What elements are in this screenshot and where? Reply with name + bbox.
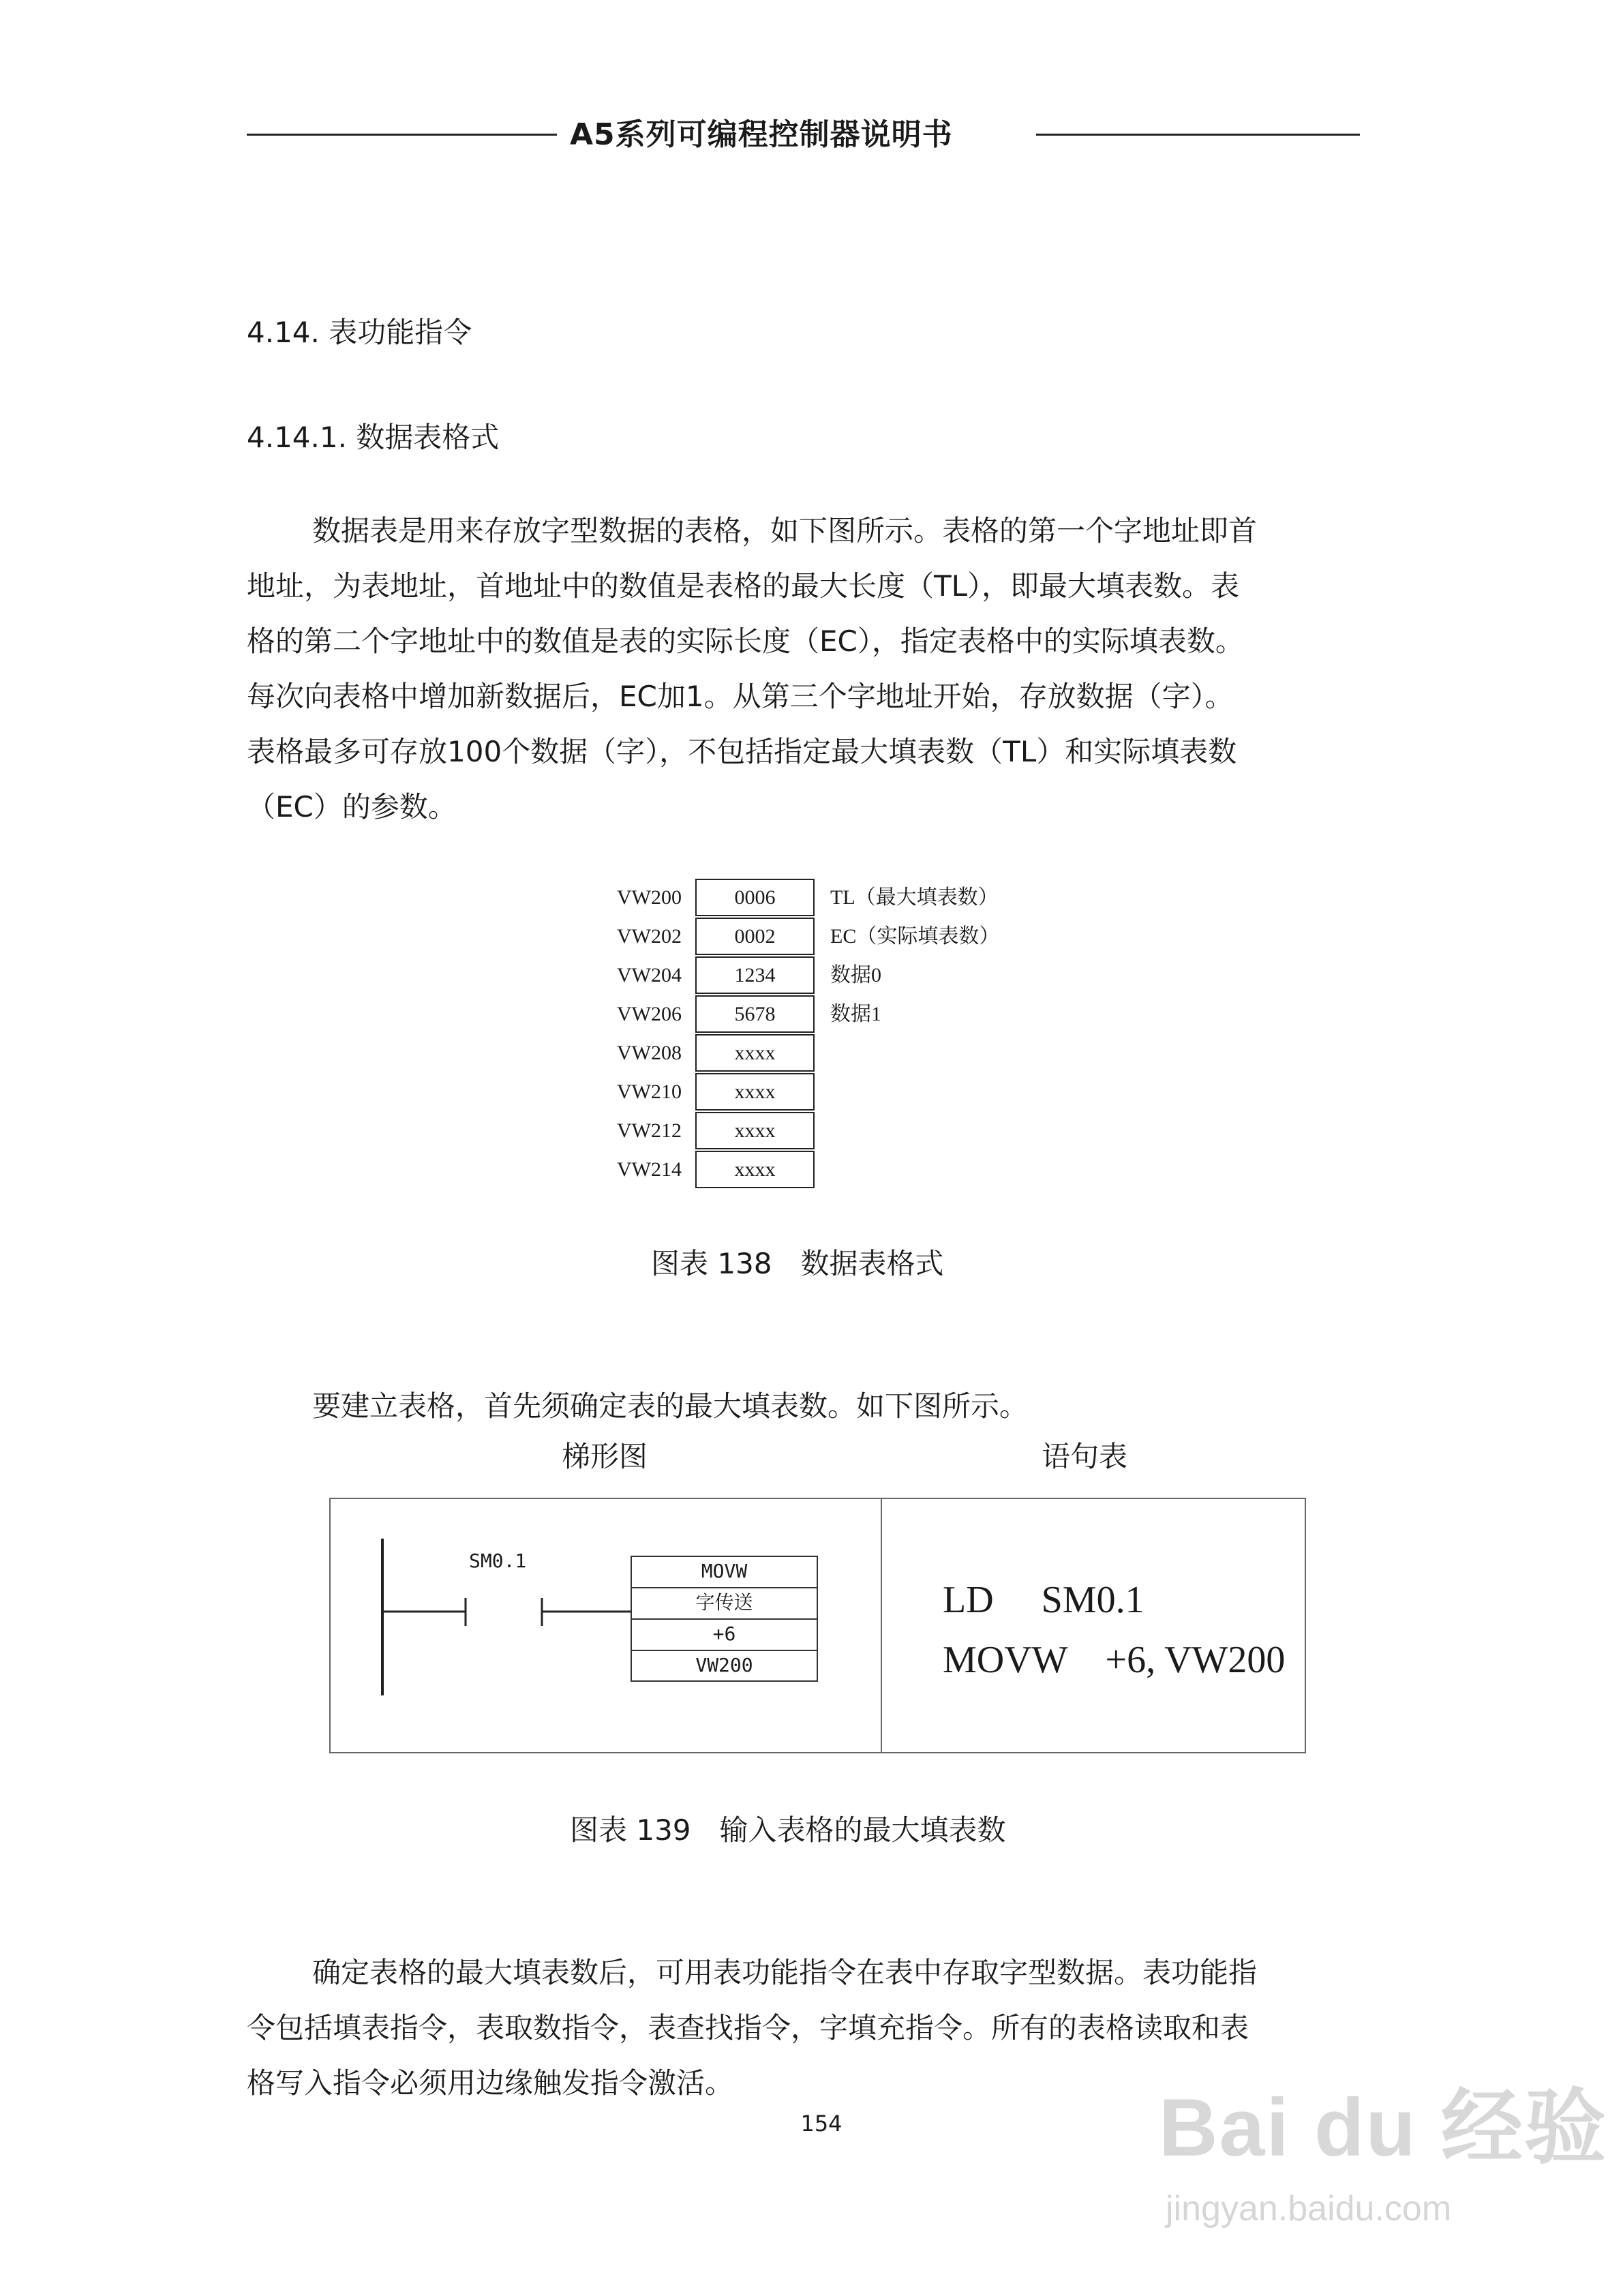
paragraph-line: （EC）的参数。 [247,790,457,824]
table-value-cell: 5678 [695,995,815,1033]
table-value-cell: xxxx [695,1034,815,1072]
baidu-watermark-url: jingyan.baidu.com [1166,2189,1452,2229]
baidu-watermark-logo: Bai du 经验 [1159,2082,1608,2173]
table-address: VW206 [617,1003,682,1025]
table-value-cell: xxxx [695,1112,815,1149]
subsection-heading: 4.14.1. 数据表格式 [247,421,500,454]
paragraph-line: 格的第二个字地址中的数值是表的实际长度（EC），指定表格中的实际填表数。 [247,624,1244,658]
header-rule-right [1036,134,1360,136]
stl-line: MOVW +6, VW200 [943,1639,1286,1681]
table-note: TL（最大填表数） [830,886,999,909]
table-value-cell: 0002 [695,918,815,955]
table-value-cell: xxxx [695,1151,815,1188]
box-description: 字传送 [695,1591,753,1614]
table-address: VW214 [617,1158,682,1181]
paragraph-line: 要建立表格，首先须确定表的最大填表数。如下图所示。 [312,1389,1029,1423]
table-divider [881,1498,882,1753]
paragraph-line: 格写入指令必须用边缘触发指令激活。 [247,2066,734,2100]
page-number: 154 [800,2111,843,2136]
table-value-cell: 0006 [695,879,815,916]
paragraph-line: 表格最多可存放100个数据（字），不包括指定最大填表数（TL）和实际填表数 [247,735,1237,768]
table-note: EC（实际填表数） [830,925,1000,948]
paragraph-line: 数据表是用来存放字型数据的表格，如下图所示。表格的第一个字地址即首 [312,514,1258,547]
statement-heading: 语句表 [1042,1440,1128,1473]
paragraph-line: 每次向表格中增加新数据后，EC加1。从第三个字地址开始，存放数据（字）。 [247,680,1234,713]
box-input: +6 [712,1622,736,1645]
figure-caption-139: 图表 139 输入表格的最大填表数 [570,1813,1006,1847]
stl-line: LD SM0.1 [943,1579,1144,1621]
box-opcode: MOVW [701,1560,748,1582]
table-address: VW208 [617,1042,682,1064]
table-address: VW204 [617,964,682,986]
document-title: A5系列可编程控制器说明书 [570,117,953,152]
table-note: 数据0 [830,964,881,986]
table-address: VW202 [617,925,682,948]
header-rule-left [247,134,557,136]
paragraph-line: 令包括填表指令，表取数指令，表查找指令，字填充指令。所有的表格读取和表 [247,2011,1249,2044]
box-output: VW200 [695,1654,753,1676]
setup-paragraph [247,1378,1392,1434]
intro-paragraph [247,503,1392,834]
table-address: VW200 [617,886,682,909]
table-address: VW210 [617,1081,682,1103]
table-address: VW212 [617,1119,682,1142]
section-heading: 4.14. 表功能指令 [247,316,472,349]
paragraph-line: 确定表格的最大填表数后，可用表功能指令在表中存取字型数据。表功能指 [312,1956,1258,1989]
contact-label: SM0.1 [469,1550,527,1572]
table-value-cell: xxxx [695,1073,815,1111]
table-note: 数据1 [830,1003,881,1025]
paragraph-line: 地址，为表地址，首地址中的数值是表格的最大长度（TL），即最大填表数。表 [247,569,1240,603]
table-value-cell: 1234 [695,956,815,994]
figure-caption-138: 图表 138 数据表格式 [651,1247,944,1280]
ladder-heading: 梯形图 [562,1440,648,1473]
